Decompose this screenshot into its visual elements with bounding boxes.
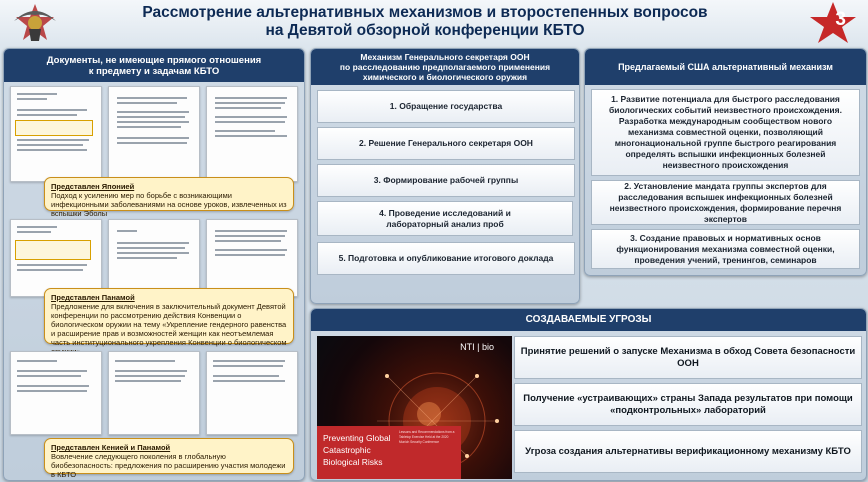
threats-panel-title: СОЗДАВАЕМЫЕ УГРОЗЫ bbox=[311, 309, 866, 331]
document-page[interactable] bbox=[10, 86, 102, 182]
mechanism-step: 1. Обращение государства bbox=[317, 90, 575, 123]
report-subtitle: Lessons and Recommendations from a Tabletop Exercise Held at the 2020 Munich Security Conference bbox=[399, 430, 455, 444]
threat-item: Угроза создания альтернативы верификационному механизму КБТО bbox=[514, 430, 862, 473]
document-page[interactable] bbox=[108, 351, 200, 435]
us-mechanism-item: 3. Создание правовых и нормативных основ функционирования механизма совместной оценки, проведения учений, тренингов, семинаров bbox=[591, 229, 860, 269]
callout-kenya-panama bbox=[44, 438, 294, 479]
documents-panel-title: Документы, не имеющие прямого отношения к предмету и задачам КБТО bbox=[4, 49, 304, 82]
mechanism-step: 2. Решение Генерального секретаря ООН bbox=[317, 127, 575, 160]
threat-item: Принятие решений о запуске Механизма в обход Совета безопасности ООН bbox=[514, 336, 862, 379]
document-thumbnails-japan bbox=[10, 86, 298, 182]
callout-text: Подход к усилению мер по борьбе с возникающими инфекционными заболеваниями на основе уроков, извлеченных из вспышки Эболы bbox=[51, 191, 287, 218]
callout-author: Представлен Панамой bbox=[51, 293, 135, 302]
document-page[interactable] bbox=[206, 219, 298, 297]
us-mechanism-panel bbox=[584, 48, 867, 276]
documents-panel bbox=[3, 48, 305, 481]
threats-panel bbox=[310, 308, 867, 481]
callout-panama bbox=[44, 288, 294, 347]
star-icon bbox=[804, 0, 862, 46]
document-page[interactable] bbox=[10, 219, 102, 297]
threat-item: Получение «устраивающих» страны Запада результатов при помощи «подконтрольных» лабораторий bbox=[514, 383, 862, 426]
page-title: Рассмотрение альтернативных механизмов и второстепенных вопросов на Девятой обзорной конференции КБТО bbox=[142, 4, 708, 39]
un-mechanism-panel bbox=[310, 48, 580, 304]
us-mechanism-item: 2. Установление мандата группы экспертов для расследования вспышек инфекционных болезней неизвестного происхождения, формирование перечня экспертов bbox=[591, 180, 860, 225]
mechanism-step: 4. Проведение исследований и лабораторный анализ проб bbox=[317, 201, 573, 236]
document-thumbnails-kenya-panama bbox=[10, 351, 298, 435]
callout-author: Представлен Кенией и Панамой bbox=[51, 443, 171, 452]
document-page[interactable] bbox=[10, 351, 102, 435]
nti-bio-logo: NTI | bio bbox=[460, 342, 494, 352]
mechanism-step: 3. Формирование рабочей группы bbox=[317, 164, 575, 197]
callout-text: Вовлечение следующего поколения в глобальную биобезопасность: предложения по расширению участия молодежи в КБТО bbox=[51, 452, 286, 479]
page-number: 3 bbox=[835, 9, 846, 30]
header-bar bbox=[0, 0, 868, 46]
document-page[interactable] bbox=[206, 86, 298, 182]
us-mechanism-panel-title: Предлагаемый США альтернативный механизм bbox=[585, 49, 866, 85]
report-title-box bbox=[317, 426, 461, 479]
mechanism-step: 5. Подготовка и опубликование итогового доклада bbox=[317, 242, 575, 275]
document-page[interactable] bbox=[206, 351, 298, 435]
document-thumbnails-panama bbox=[10, 219, 298, 297]
callout-author: Представлен Японией bbox=[51, 182, 135, 191]
nti-bio-report-cover bbox=[317, 336, 512, 479]
document-page[interactable] bbox=[108, 86, 200, 182]
report-title: Preventing Global Catastrophic Biological Risks bbox=[323, 433, 391, 467]
defense-ministry-emblem bbox=[4, 1, 66, 45]
document-page[interactable] bbox=[108, 219, 200, 297]
callout-text: Предложение для включения в заключительный документ Девятой конференции по рассмотрению действия Конвенции о биологическом оружии на тему «Укрепление гендерного равенства и расширение прав и возможностей женщин как неотъемлемая часть институционального укрепления Конвенции о биологическом bbox=[51, 302, 287, 347]
callout-japan bbox=[44, 177, 294, 218]
un-mechanism-panel-title: Механизм Генерального секретаря ООН по расследованию предполагаемого применения химического и биологического оружия bbox=[311, 49, 579, 85]
us-mechanism-item: 1. Развитие потенциала для быстрого расследования биологических событий неизвестного происхождения. Разработка международным сообществом нового механизма совместной оценки, позволяющий многонациональной группе быстрого реагирования определять вспышки инфекционных болезней неизвестного происхождения bbox=[591, 89, 860, 176]
